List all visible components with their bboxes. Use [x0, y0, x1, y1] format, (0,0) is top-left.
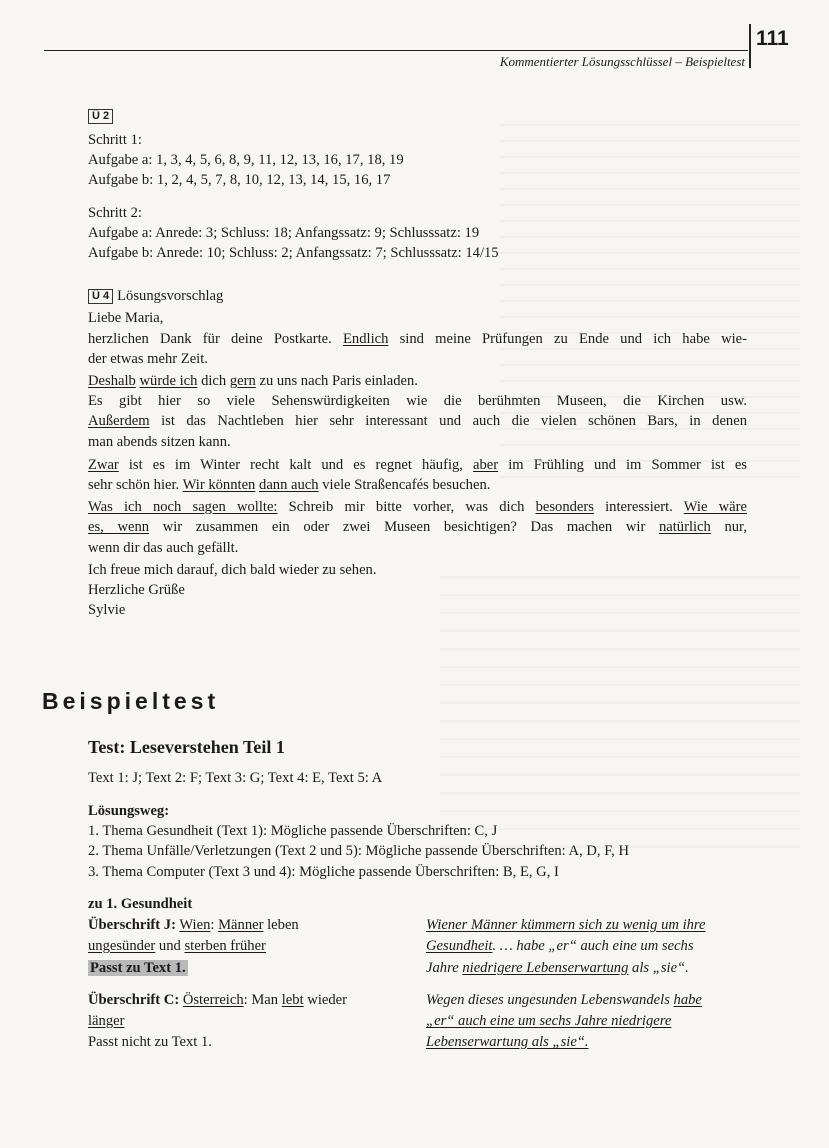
- connector: Außerdem: [88, 413, 150, 429]
- connector: Wie wäre: [683, 499, 747, 515]
- letter-signature: Sylvie: [88, 602, 126, 618]
- connector: gern: [229, 373, 256, 389]
- answers-line: Text 1: J; Text 2: F; Text 3: G; Text 4: E, Text 5: A: [88, 770, 383, 786]
- match-highlight: Passt zu Text 1.: [90, 960, 186, 976]
- section-title: Beispieltest: [42, 688, 220, 714]
- connector: würde ich: [139, 373, 198, 389]
- u2-schritt2-b: Aufgabe b: Anrede: 10; Schluss: 2; Anfangssatz: 7; Schlusssatz: 14/15: [88, 245, 499, 261]
- loesungsweg-item: 3. Thema Computer (Text 3 und 4): Mögliche passende Überschriften: B, E, G, I: [88, 864, 559, 880]
- u2-schritt1-b: Aufgabe b: 1, 2, 4, 5, 7, 8, 10, 12, 13, 14, 15, 16, 17: [88, 172, 391, 188]
- letter-p6: Ich freue mich darauf, dich bald wieder zu sehen.: [88, 562, 377, 578]
- bleed-through: [500, 110, 800, 490]
- running-title: Kommentierter Lösungsschlüssel – Beispieltest: [499, 54, 745, 69]
- loesungsweg-item: 2. Thema Unfälle/Verletzungen (Text 2 und 5): Mögliche passende Überschriften: A, D, F, H: [88, 843, 630, 859]
- header-vertical-rule: [749, 24, 751, 68]
- letter-p3-line1: Es gibt hier so viele Sehenswürdigkeiten wie die berühmten Museen, die Kirchen usw.: [88, 393, 747, 409]
- connector: natürlich: [658, 519, 711, 535]
- section-subtitle: Test: Leseverstehen Teil 1: [88, 737, 285, 757]
- connector: Deshalb: [88, 373, 136, 389]
- connector: Endlich: [343, 331, 389, 347]
- letter-p3-line2: Außerdem ist das Nachtleben hier sehr interessant und auch die vielen schönen Bars, in denen: [88, 413, 747, 429]
- loesungsweg-title: Lösungsweg:: [88, 803, 170, 819]
- c-pass: Passt nicht zu Text 1.: [88, 1034, 212, 1050]
- connector: Was ich noch sagen wollte:: [88, 499, 278, 515]
- letter-p4-line1: Zwar ist es im Winter recht kalt und es regnet häufig, aber im Frühling und im Sommer ist es: [88, 457, 747, 473]
- c-line2: länger: [88, 1013, 125, 1029]
- j-line2: ungesünder und sterben früher: [88, 938, 266, 954]
- j-quote-line2: Gesundheit. … habe „er“ auch eine um sechs: [426, 938, 694, 954]
- connector: besonders: [535, 499, 594, 515]
- connector: aber: [473, 457, 499, 473]
- c-label: Überschrift C:: [88, 992, 180, 1008]
- connector: dann auch: [259, 477, 319, 493]
- u2-schritt1-a: Aufgabe a: 1, 3, 4, 5, 6, 8, 9, 11, 12, 13, 16, 17, 18, 19: [88, 152, 404, 168]
- letter-p5-line1: Was ich noch sagen wollte: Schreib mir bitte vorher, was dich besonders interessiert. Wie wäre: [88, 499, 747, 515]
- letter-closing: Herzliche Grüße: [88, 582, 185, 598]
- loesungsweg-item: 1. Thema Gesundheit (Text 1): Mögliche passende Überschriften: C, J: [88, 823, 498, 839]
- u4-heading: [88, 286, 223, 306]
- letter-salutation: Liebe Maria,: [88, 310, 164, 326]
- j-pass: [88, 958, 188, 978]
- c-quote-line1: Wegen dieses ungesunden Lebenswandels habe: [426, 992, 702, 1008]
- u4-badge: Ü 4: [88, 289, 113, 304]
- j-line1: Überschrift J: Wien: Männer leben: [88, 917, 299, 933]
- j-quote-line1: Wiener Männer kümmern sich zu wenig um ihre: [426, 917, 706, 933]
- letter-p5-line3: wenn dir das auch gefällt.: [88, 540, 239, 556]
- letter-p5-line2: es, wenn wir zusammen ein oder zwei Museen besichtigen? Das machen wir natürlich nur,: [88, 519, 747, 535]
- u2-schritt2-title: Schritt 2:: [88, 205, 142, 221]
- c-quote-line3: Lebenserwartung als „sie“.: [426, 1034, 589, 1050]
- letter-p3-line3: man abends sitzen kann.: [88, 434, 231, 450]
- letter-p2: Deshalb würde ich dich gern zu uns nach Paris einladen.: [88, 373, 418, 389]
- letter-p4-line2: sehr schön hier. Wir könnten dann auch viele Straßencafés besuchen.: [88, 477, 491, 493]
- connector: es, wenn: [88, 519, 150, 535]
- u2-badge: Ü 2: [88, 109, 113, 124]
- u4-title: Lösungsvorschlag: [117, 288, 224, 304]
- j-label: Überschrift J:: [88, 917, 176, 933]
- zu1-heading: zu 1. Gesundheit: [88, 896, 193, 912]
- connector: Wir könnten: [182, 477, 256, 493]
- letter-p1-line1: herzlichen Dank für deine Postkarte. Endlich sind meine Prüfungen zu Ende und ich habe wie-: [88, 331, 747, 347]
- header-rule: [44, 50, 748, 51]
- bleed-through-lower: [440, 560, 800, 860]
- u2-heading: [88, 106, 117, 126]
- u2-schritt1-title: Schritt 1:: [88, 132, 142, 148]
- u2-schritt2-a: Aufgabe a: Anrede: 3; Schluss: 18; Anfangssatz: 9; Schlusssatz: 19: [88, 225, 480, 241]
- page-number: 111: [756, 27, 789, 50]
- connector: Zwar: [88, 457, 119, 473]
- c-quote-line2: „er“ auch eine um sechs Jahre niedrigere: [426, 1013, 672, 1029]
- c-line1: Überschrift C: Österreich: Man lebt wieder: [88, 992, 347, 1008]
- j-quote-line3: Jahre niedrigere Lebenserwartung als „sie“.: [426, 960, 689, 976]
- letter-p1-line2: der etwas mehr Zeit.: [88, 351, 208, 367]
